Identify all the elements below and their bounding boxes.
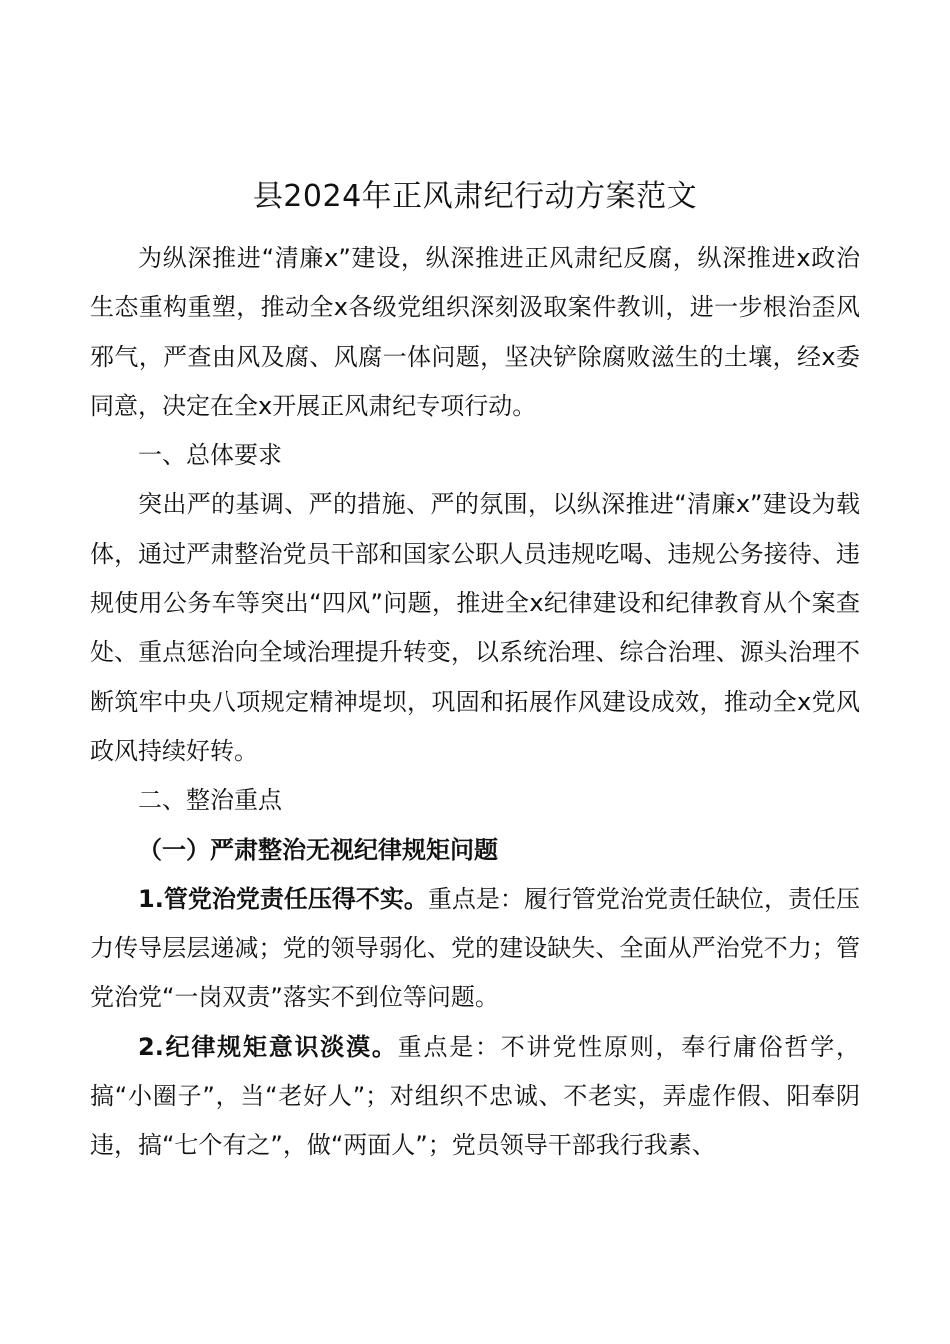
item-1-lead: 1.管党治党责任压得不实。 [138, 884, 428, 913]
overall-requirements-paragraph: 突出严的基调、严的措施、严的氛围，以纵深推进“清廉x”建设为载体，通过严肃整治党员干部和国家公职人员违规吃喝、违规公务接待、违规使用公务车等突出“四风”问题，推进全x纪律建设和纪律教育从个案查处、重点惩治向全域治理提升转变，以系统治理、综合治理、源头治理不断筑牢中央八项规定精神堤坝，巩固和拓展作风建设成效，推动全x党风政风持续好转。 [90, 490, 860, 765]
subsection-heading-discipline: （一）严肃整治无视纪律规矩问题 [138, 835, 498, 864]
document-body [90, 234, 860, 1171]
item-2-lead: 2.纪律规矩意识淡漠。 [138, 1032, 398, 1061]
item-1-paragraph [90, 875, 860, 1023]
document-title: 县2024年正风肃纪行动方案范文 [252, 179, 698, 214]
item-2-paragraph [90, 1023, 860, 1171]
item-1-body: 重点是：履行管党治党责任缺位，责任压力传导层层递减；党的领导弱化、党的建设缺失、全面从严治党不力；管党治党“一岗双责”落实不到位等问题。 [90, 884, 860, 1012]
section-heading-rectification-focus: 二、整治重点 [138, 786, 282, 815]
section-heading-overall-requirements: 一、总体要求 [138, 441, 282, 470]
item-2-body: 重点是：不讲党性原则，奉行庸俗哲学，搞“小圈子”，当“老好人”；对组织不忠诚、不老实，弄虚作假、阳奉阴违，搞“七个有之”，做“两面人”；党员领导干部我行我素、 [90, 1032, 861, 1160]
intro-paragraph: 为纵深推进“清廉x”建设，纵深推进正风肃纪反腐，纵深推进x政治生态重构重塑，推动全x各级党组织深刻汲取案件教训，进一步根治歪风邪气，严查由风及腐、风腐一体问题，坚决铲除腐败滋生的土壤，经x委同意，决定在全x开展正风肃纪专项行动。 [90, 244, 860, 420]
